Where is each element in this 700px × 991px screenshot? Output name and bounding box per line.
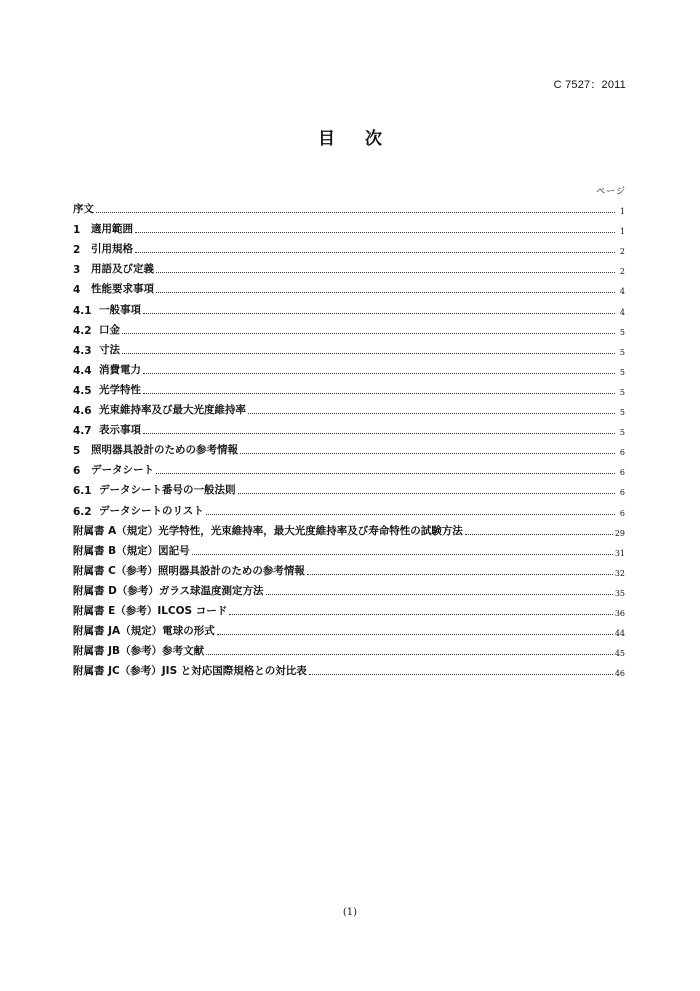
toc-entry[interactable] [73,317,625,337]
toc-entry-page: 35 [614,588,625,598]
toc-entry[interactable] [73,658,625,678]
toc-entry[interactable] [73,618,625,638]
dot-leader [206,514,615,515]
dot-leader [143,313,615,314]
dot-leader [122,353,615,354]
table-of-contents [73,196,625,678]
toc-entry-number: 2 [73,244,81,257]
toc-entry[interactable] [73,578,625,598]
toc-entry-page: 4 [619,307,625,317]
toc-entry[interactable] [73,377,625,397]
toc-entry-label: 附属書 JA（規定）電球の形式 [73,625,215,638]
dot-leader [143,373,615,374]
toc-entry-label: 附属書 B（規定）図記号 [73,544,190,557]
dot-leader [122,333,615,334]
toc-entry[interactable] [73,558,625,578]
toc-entry[interactable] [73,357,625,377]
toc-entry-number: 6.2 [73,505,92,518]
toc-entry[interactable] [73,477,625,497]
toc-entry-page: 45 [614,649,625,659]
toc-entry[interactable] [73,276,625,296]
dot-leader [229,614,613,615]
toc-entry-page: 6 [619,488,625,498]
toc-entry[interactable] [73,437,625,457]
toc-entry-label: 照明器具設計のための参考情報 [91,444,238,457]
toc-entry-page: 6 [619,508,625,518]
toc-entry-label: 適用範囲 [91,223,133,236]
toc-entry-label: 表示事項 [99,424,141,437]
toc-entry[interactable] [73,256,625,276]
toc-entry[interactable] [73,296,625,316]
toc-entry[interactable] [73,518,625,538]
toc-entry-number: 4.5 [73,384,92,397]
toc-entry-page: 36 [614,608,625,618]
toc-entry-number: 4.6 [73,405,92,418]
toc-entry-label: 口金 [99,323,120,336]
dot-leader [192,554,613,555]
toc-entry[interactable] [73,397,625,417]
toc-entry[interactable] [73,598,625,618]
toc-entry-page: 2 [619,267,625,277]
toc-entry-page: 32 [614,568,625,578]
toc-entry-number: 4.7 [73,425,92,438]
page-title: 目 次 [318,129,394,149]
toc-entry-label: 一般事項 [99,303,141,316]
toc-entry-page: 5 [619,428,625,438]
dot-leader [309,674,613,675]
toc-entry-label: 附属書 JB（参考）参考文献 [73,645,205,658]
toc-entry-page: 46 [614,669,625,679]
toc-entry-label: データシートのリスト [99,504,204,517]
toc-entry-label: 附属書 C（参考）照明器具設計のための参考情報 [73,564,305,577]
toc-entry-page: 44 [614,629,625,639]
toc-entry-number: 3 [73,264,81,277]
toc-entry[interactable] [73,216,625,236]
toc-entry[interactable] [73,638,625,658]
toc-entry-label: 性能要求事項 [91,283,154,296]
toc-entry-page: 6 [619,468,625,478]
dot-leader [96,212,615,213]
dot-leader [266,594,613,595]
toc-entry-page: 31 [614,548,625,558]
toc-entry-page: 5 [619,408,625,418]
dot-leader [238,493,616,494]
toc-entry-label: 寸法 [99,343,120,356]
dot-leader [240,453,615,454]
toc-entry[interactable] [73,457,625,477]
dot-leader [217,634,613,635]
page-column-label: ページ [596,187,626,197]
dot-leader [307,574,613,575]
dot-leader [248,413,615,414]
toc-entry-label: 光束維持率及び最大光度維持率 [99,404,246,417]
toc-entry-page: 5 [619,327,625,337]
toc-entry[interactable] [73,236,625,256]
toc-entry-label: 光学特性 [99,383,141,396]
toc-entry[interactable] [73,497,625,517]
toc-entry-number: 4.4 [73,364,92,377]
dot-leader [206,654,613,655]
toc-entry-label: 附属書 D（参考）ガラス球温度測定方法 [73,584,264,597]
toc-entry-page: 4 [619,287,625,297]
dot-leader [143,433,615,434]
dot-leader [135,232,615,233]
toc-entry-number: 4.3 [73,344,92,357]
toc-entry-page: 5 [619,387,625,397]
toc-entry-label: 序文 [73,203,94,216]
dot-leader [156,272,615,273]
toc-entry-page: 2 [619,247,625,257]
toc-entry-page: 5 [619,347,625,357]
toc-entry-page: 6 [619,448,625,458]
toc-entry[interactable] [73,417,625,437]
toc-entry-number: 1 [73,224,81,237]
toc-entry[interactable] [73,196,625,216]
dot-leader [143,393,615,394]
dot-leader [135,252,615,253]
dot-leader [156,292,615,293]
toc-entry[interactable] [73,538,625,558]
toc-entry-page: 29 [614,528,625,538]
toc-entry[interactable] [73,337,625,357]
document-code: C 7527：2011 [553,79,626,91]
dot-leader [465,534,613,535]
toc-entry-page: 5 [619,367,625,377]
toc-entry-page: 1 [619,207,625,217]
toc-entry-label: 附属書 E（参考）ILCOS コード [73,604,228,617]
toc-entry-label: 引用規格 [91,243,133,256]
toc-entry-label: 消費電力 [99,363,141,376]
toc-entry-number: 6.1 [73,485,92,498]
toc-entry-number: 4.1 [73,304,92,317]
toc-entry-label: 附属書 JC（参考）JIS と対応国際規格との対比表 [73,665,307,678]
toc-entry-label: 附属書 A（規定）光学特性，光束維持率，最大光度維持率及び寿命特性の試験方法 [73,524,463,537]
toc-entry-label: データシート [91,464,154,477]
toc-entry-number: 4.2 [73,324,92,337]
toc-entry-number: 4 [73,284,81,297]
page-number: (1) [342,907,358,918]
toc-entry-label: データシート番号の一般法則 [99,484,236,497]
toc-entry-label: 用語及び定義 [91,263,154,276]
dot-leader [156,473,615,474]
toc-entry-number: 6 [73,465,81,478]
toc-entry-page: 1 [619,227,625,237]
toc-entry-number: 5 [73,445,81,458]
